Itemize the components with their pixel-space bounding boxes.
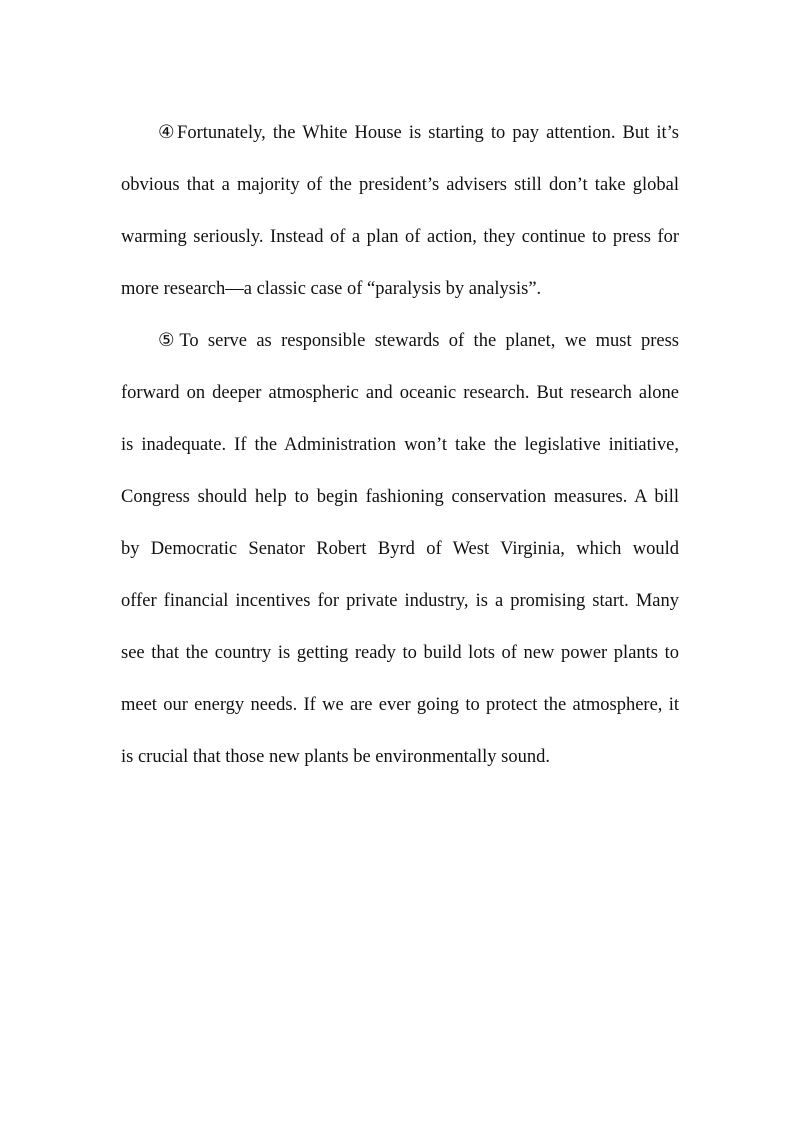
text-line: see that the country is getting ready to build lots of new power plants to bbox=[121, 643, 679, 663]
text-line: offer financial incentives for private industry, is a promising start. Many bbox=[121, 591, 679, 611]
text-line: is crucial that those new plants be environmentally sound. bbox=[121, 747, 550, 767]
paragraph-4 bbox=[121, 107, 679, 315]
document-body bbox=[121, 107, 679, 783]
text-line: obvious that a majority of the president’s advisers still don’t take global bbox=[121, 175, 679, 195]
text-line: meet our energy needs. If we are ever going to protect the atmosphere, it bbox=[121, 695, 679, 715]
text-line: ⑤To serve as responsible stewards of the planet, we must press bbox=[158, 331, 679, 351]
text-line: warming seriously. Instead of a plan of action, they continue to press for bbox=[121, 227, 679, 247]
text-line: ④Fortunately, the White House is starting to pay attention. But it’s bbox=[158, 123, 679, 143]
text-line: Congress should help to begin fashioning conservation measures. A bill bbox=[121, 487, 679, 507]
text-line: is inadequate. If the Administration won’t take the legislative initiative, bbox=[121, 435, 679, 455]
text-line: more research—a classic case of “paralysis by analysis”. bbox=[121, 279, 542, 299]
text-line: by Democratic Senator Robert Byrd of West Virginia, which would bbox=[121, 539, 679, 559]
text-line: forward on deeper atmospheric and oceanic research. But research alone bbox=[121, 383, 679, 403]
paragraph-5 bbox=[121, 315, 679, 783]
